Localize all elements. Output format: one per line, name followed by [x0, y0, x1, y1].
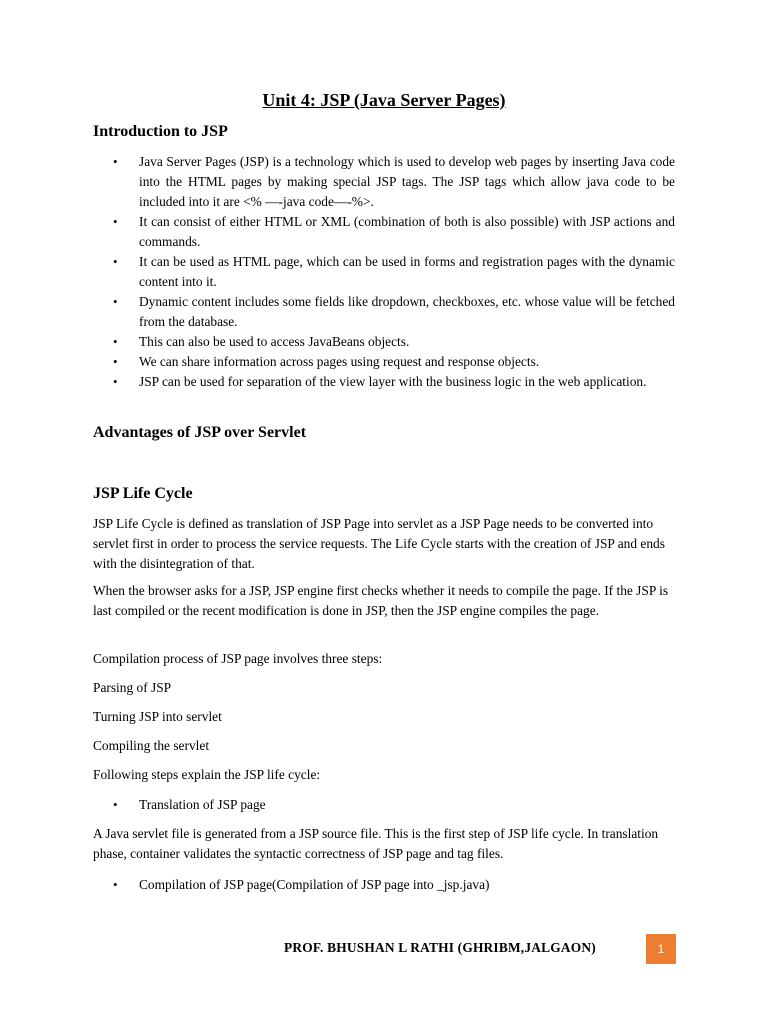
list-item: • JSP can be used for separation of the view layer with the business logic in the web application.	[93, 372, 675, 392]
lifecycle-paragraph-3: Compilation process of JSP page involves three steps:	[93, 651, 383, 666]
list-item: • It can consist of either HTML or XML (combination of both is also possible) with JSP actions and commands.	[93, 212, 675, 252]
intro-heading: Introduction to JSP	[93, 123, 228, 140]
list-item: • Compilation of JSP page(Compilation of JSP page into _jsp.java)	[93, 875, 675, 895]
compilation-step-2: Turning JSP into servlet	[93, 709, 222, 724]
lifecycle-paragraph-2: When the browser asks for a JSP, JSP engine first checks whether it needs to compile the page. If the JSP is last compiled or the recent modification is done in JSP, then the JSP engine compiles the page.	[93, 583, 669, 618]
lifecycle-paragraph-1: JSP Life Cycle is defined as translation of JSP Page into servlet as a JSP Page needs to be converted into servlet first in order to process the service requests. The Life Cycle starts with the creation of JSP and ends with the disintegration of that.	[93, 516, 665, 571]
list-item: • It can be used as HTML page, which can be used in forms and registration pages with the dynamic content into it.	[93, 252, 675, 292]
lifecycle-paragraph-5: A Java servlet file is generated from a JSP source file. This is the first step of JSP life cycle. In translation phase, container validates the syntactic correctness of JSP page and tag files.	[93, 826, 659, 861]
advantages-heading: Advantages of JSP over Servlet	[93, 424, 307, 441]
list-item: • Translation of JSP page	[93, 795, 675, 815]
compilation-step-3: Compiling the servlet	[93, 738, 210, 753]
lifecycle-bullet-list-2	[93, 875, 675, 895]
list-item: • We can share information across pages using request and response objects.	[93, 352, 675, 372]
list-item: • This can also be used to access JavaBeans objects.	[93, 332, 675, 352]
lifecycle-paragraph-4: Following steps explain the JSP life cycle:	[93, 767, 321, 782]
lifecycle-bullet-list-1	[93, 795, 675, 815]
page-title: Unit 4: JSP (Java Server Pages)	[262, 90, 506, 110]
lifecycle-heading: JSP Life Cycle	[93, 485, 193, 502]
page-number-badge: 1	[646, 934, 676, 964]
list-item: • Java Server Pages (JSP) is a technology which is used to develop web pages by inserting Java code into the HTML pages by making special JSP tags. The JSP tags which allow java code to be included into it are <% —-java code—-%>.	[93, 152, 675, 212]
list-item: • Dynamic content includes some fields like dropdown, checkboxes, etc. whose value will be fetched from the database.	[93, 292, 675, 332]
compilation-step-1: Parsing of JSP	[93, 680, 172, 695]
footer-author: PROF. BHUSHAN L RATHI (GHRIBM,JALGAON)	[284, 940, 596, 955]
intro-bullet-list	[93, 152, 675, 392]
